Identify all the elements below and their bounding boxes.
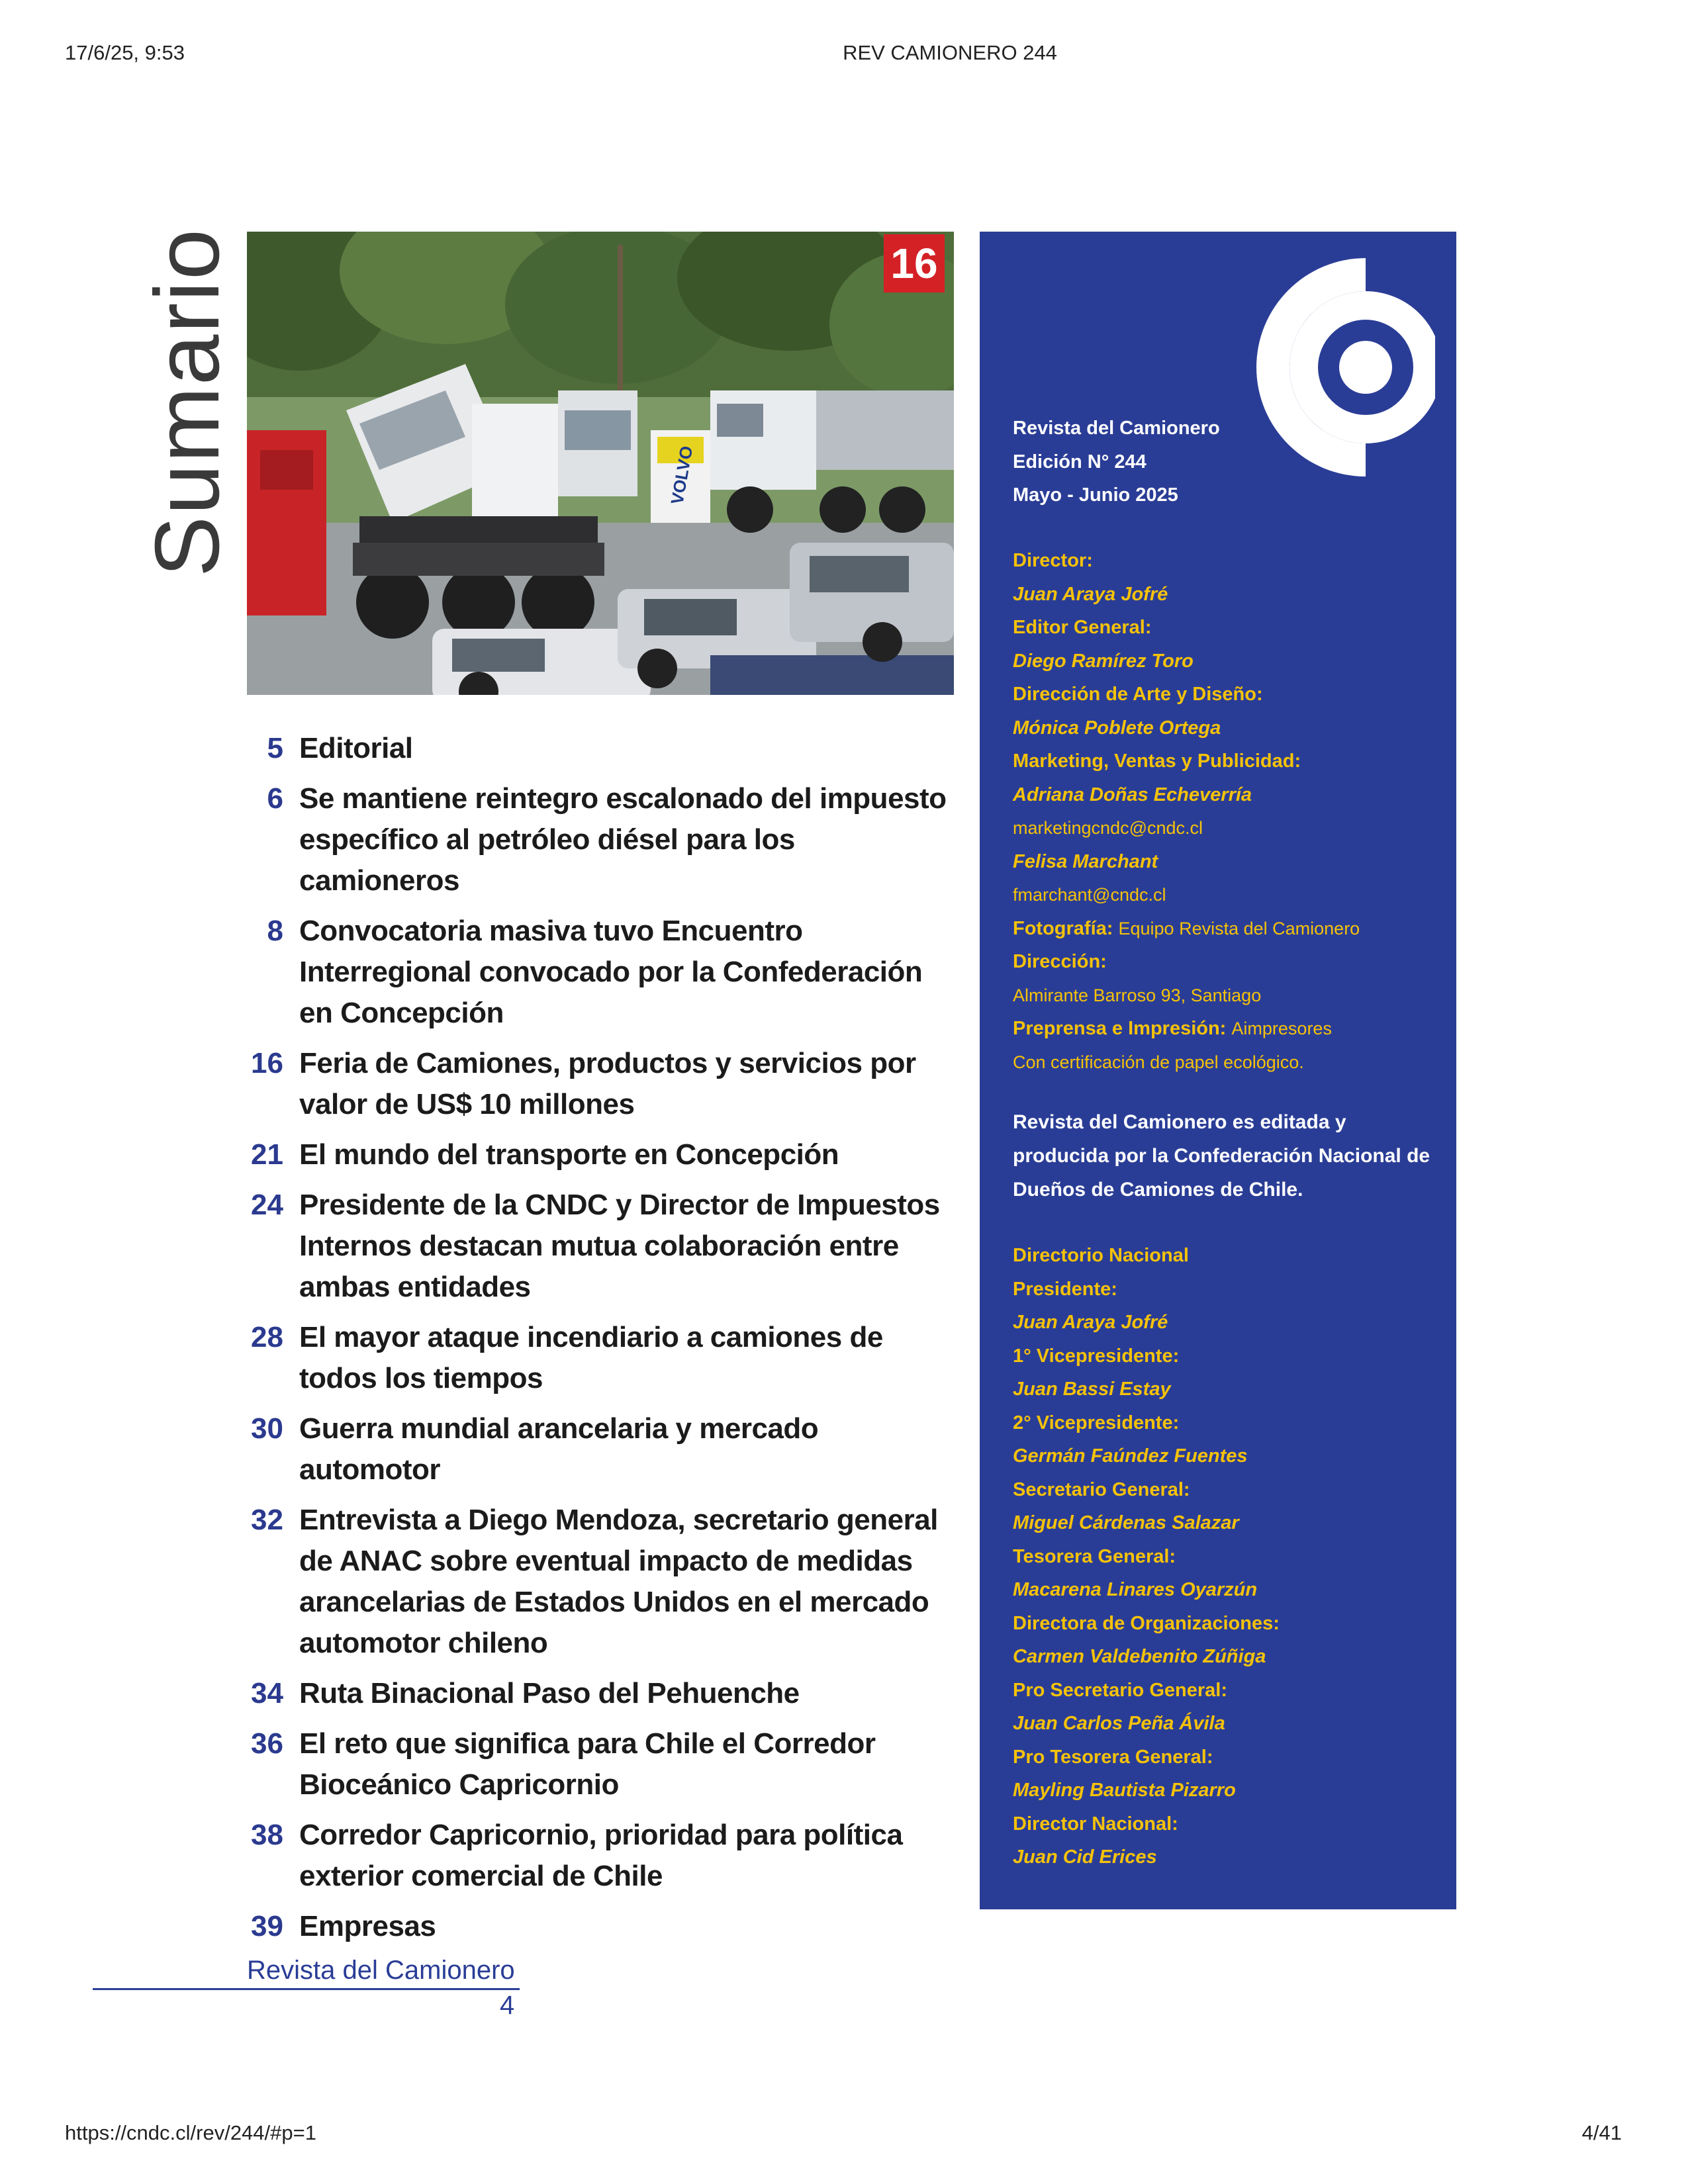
toc-item[interactable] (238, 1673, 953, 1714)
toc-page-number: 21 (251, 1138, 283, 1171)
masthead-panel (980, 232, 1456, 1909)
board-role: Secretario General: (1013, 1479, 1190, 1500)
marketing-label: Marketing, Ventas y Publicidad: (1013, 751, 1301, 772)
editor-name: Diego Ramírez Toro (1013, 650, 1194, 672)
cover-photo (247, 232, 954, 695)
photo-credit: Equipo Revista del Camionero (1118, 918, 1360, 938)
board-role: Director Nacional: (1013, 1813, 1178, 1835)
board-member-name: Macarena Linares Oyarzún (1013, 1579, 1258, 1600)
toc-item[interactable] (238, 778, 953, 901)
address: Almirante Barroso 93, Santiago (1013, 985, 1262, 1005)
toc-item[interactable] (238, 728, 953, 769)
director-name: Juan Araya Jofré (1013, 583, 1168, 605)
toc-title: Empresas (299, 1910, 436, 1942)
toc-title: Se mantiene reintegro escalonado del impuesto específico al petróleo diésel para los camioneros (299, 782, 947, 897)
board-member-name: Juan Carlos Peña Ávila (1013, 1713, 1225, 1734)
toc-page-number: 5 (267, 732, 283, 764)
director-label: Director: (1013, 550, 1093, 571)
toc-title: Presidente de la CNDC y Director de Impuestos Internos destacan mutua colaboración entre ambas entidades (299, 1189, 940, 1303)
toc-item[interactable] (238, 1500, 953, 1664)
board-role: Directora de Organizaciones: (1013, 1612, 1280, 1634)
truck-fair-illustration (247, 232, 954, 695)
about-text: Revista del Camionero es editada y producida por la Confederación Nacional de Dueños de Camiones de Chile. (1013, 1111, 1430, 1201)
toc-title: El mundo del transporte en Concepción (299, 1138, 839, 1171)
board-list (1013, 1239, 1280, 1874)
editor-label: Editor General: (1013, 617, 1152, 638)
pub-name: Revista del Camionero (1013, 418, 1220, 439)
toc-page-number: 16 (251, 1047, 283, 1079)
section-title: Sumario (136, 228, 238, 577)
board-member-name: Mayling Bautista Pizarro (1013, 1780, 1236, 1801)
toc-item[interactable] (238, 1408, 953, 1490)
footer-page-number: 4 (500, 1991, 515, 2020)
board-role: Pro Secretario General: (1013, 1679, 1227, 1701)
toc-page-number: 39 (251, 1910, 283, 1942)
photo-label: Fotografía: (1013, 917, 1113, 939)
marketing-name-2: Felisa Marchant (1013, 850, 1158, 872)
toc-page-number: 6 (267, 782, 283, 815)
toc-title: El reto que significa para Chile el Corredor Bioceánico Capricornio (299, 1727, 876, 1801)
print-page-count: 4/41 (1581, 2121, 1622, 2144)
toc-item[interactable] (238, 1317, 953, 1399)
print-line (1013, 1012, 1360, 1046)
toc-item[interactable] (238, 1185, 953, 1308)
board-role: 1° Vicepresidente: (1013, 1345, 1180, 1367)
marketing-email-2[interactable]: fmarchant@cndc.cl (1013, 885, 1166, 905)
toc-title: Editorial (299, 732, 413, 764)
toc-item[interactable] (238, 1043, 953, 1125)
marketing-email-1[interactable]: marketingcndc@cndc.cl (1013, 818, 1203, 838)
toc-item[interactable] (238, 1815, 953, 1897)
pub-date: Mayo - Junio 2025 (1013, 484, 1178, 506)
print-label: Preprensa e Impresión: (1013, 1018, 1227, 1039)
toc-page-number: 8 (267, 915, 283, 947)
masthead-staff (1013, 544, 1360, 1079)
toc-title: Corredor Capricornio, prioridad para política exterior comercial de Chile (299, 1819, 903, 1892)
pub-edition: Edición N° 244 (1013, 451, 1147, 473)
toc-item[interactable] (238, 1906, 953, 1947)
section-title-vertical (136, 228, 238, 577)
toc-page-number: 34 (251, 1677, 283, 1709)
footer-divider (93, 1988, 520, 1990)
printer: Aimpresores (1231, 1019, 1332, 1038)
toc-title: Guerra mundial arancelaria y mercado automotor (299, 1412, 819, 1486)
toc-title: Ruta Binacional Paso del Pehuenche (299, 1677, 800, 1709)
toc-page-number: 30 (251, 1412, 283, 1445)
print-datetime: 17/6/25, 9:53 (65, 41, 185, 64)
board-role: Tesorera General: (1013, 1545, 1176, 1567)
board-title: Directorio Nacional (1013, 1245, 1189, 1266)
banner-label: VOLVO (667, 444, 697, 506)
marketing-name-1: Adriana Doñas Echeverría (1013, 784, 1252, 805)
table-of-contents (238, 728, 953, 1956)
board-member-name: Germán Faúndez Fuentes (1013, 1445, 1248, 1467)
board-role: Presidente: (1013, 1278, 1117, 1300)
board-member-name: Juan Cid Erices (1013, 1846, 1157, 1868)
board-member-name: Juan Araya Jofré (1013, 1312, 1168, 1333)
toc-title: Convocatoria masiva tuvo Encuentro Interregional convocado por la Confederación en Concepción (299, 915, 923, 1029)
toc-page-number: 24 (251, 1189, 283, 1221)
masthead-publication (1013, 412, 1220, 512)
board-member-name: Miguel Cárdenas Salazar (1013, 1512, 1239, 1533)
art-name: Mónica Poblete Ortega (1013, 717, 1221, 739)
board-member-name: Juan Bassi Estay (1013, 1379, 1171, 1400)
footer-brand: Revista del Camionero (247, 1956, 515, 1985)
toc-page-number: 36 (251, 1727, 283, 1760)
toc-title: Entrevista a Diego Mendoza, secretario general de ANAC sobre eventual impacto de medidas arancelarias de Estados Unidos en el mercado automotor chileno (299, 1504, 938, 1659)
board-role: 2° Vicepresidente: (1013, 1412, 1180, 1433)
print-doc-title: REV CAMIONERO 244 (843, 41, 1057, 64)
address-label: Dirección: (1013, 951, 1107, 972)
toc-title: El mayor ataque incendiario a camiones de todos los tiempos (299, 1321, 883, 1394)
eco-note: Con certificación de papel ecológico. (1013, 1052, 1304, 1072)
toc-page-number: 28 (251, 1321, 283, 1353)
toc-item[interactable] (238, 911, 953, 1034)
print-url[interactable]: https://cndc.cl/rev/244/#p=1 (65, 2121, 316, 2144)
board-role: Pro Tesorera General: (1013, 1746, 1213, 1768)
toc-title: Feria de Camiones, productos y servicios por valor de US$ 10 millones (299, 1047, 916, 1120)
art-label: Dirección de Arte y Diseño: (1013, 684, 1263, 705)
toc-item[interactable] (238, 1723, 953, 1805)
toc-item[interactable] (238, 1134, 953, 1175)
toc-page-number: 32 (251, 1504, 283, 1536)
page-badge: 16 (884, 234, 945, 293)
board-member-name: Carmen Valdebenito Zúñiga (1013, 1646, 1266, 1667)
photo-credit-line (1013, 912, 1360, 946)
toc-page-number: 38 (251, 1819, 283, 1851)
cndc-logo-icon (1256, 255, 1435, 480)
